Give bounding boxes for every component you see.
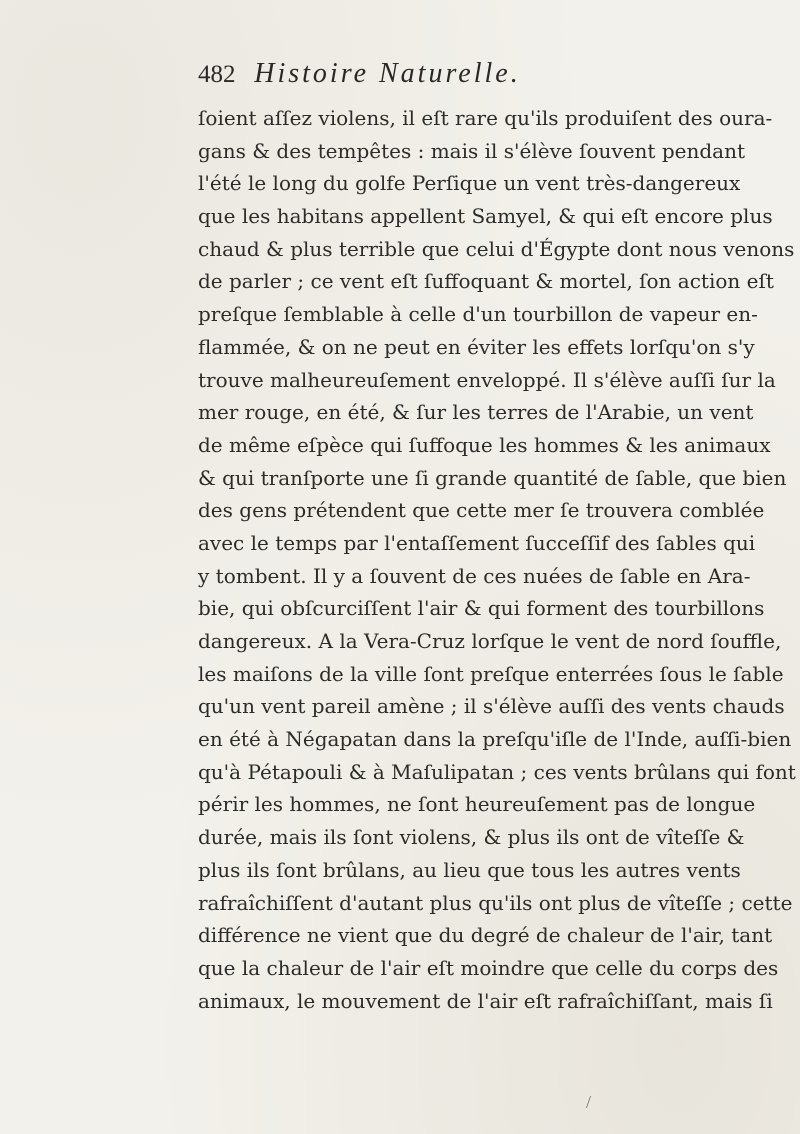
text-line: que les habitans appellent Samyel, & qui eſt encore plus (198, 204, 773, 229)
text-line: y tombent. Il y a ſouvent de ces nuées de ſable en Ara- (198, 563, 751, 588)
text-line: flammée, & on ne peut en éviter les effets lorſqu'on s'y (198, 334, 755, 359)
text-line: animaux, le mouvement de l'air eſt rafraîchiſſant, mais ſi (198, 988, 773, 1013)
text-line: preſque ſemblable à celle d'un tourbillon de vapeur en- (198, 302, 758, 327)
text-line: que la chaleur de l'air eſt moindre que celle du corps des (198, 955, 779, 980)
text-line: les maiſons de la ville ſont preſque enterrées ſous le ſable (198, 661, 784, 686)
text-line: l'été le long du golfe Perſique un vent très-dangereux (198, 171, 741, 196)
text-line: qu'à Pétapouli & à Maſulipatan ; ces vents brûlans qui font (198, 759, 796, 784)
text-line: de même eſpèce qui ſuffoque les hommes & les animaux (198, 432, 771, 457)
page-number: 482 (198, 61, 236, 88)
text-line: ſoient aſſez violens, il eſt rare qu'ils produiſent des oura- (198, 106, 773, 130)
text-line: bie, qui obſcurciſſent l'air & qui forment des tourbillons (198, 596, 765, 621)
text-line: qu'un vent pareil amène ; il s'élève auſſi des vents chauds (198, 694, 785, 719)
text-line: de parler ; ce vent eſt ſuffoquant & mortel, ſon action eſt (198, 269, 774, 294)
stray-ink-mark: / (586, 1092, 592, 1112)
text-line: & qui tranſporte une ſi grande quantité de ſable, que bien (198, 465, 787, 490)
running-title: Histoire Naturelle. (254, 58, 521, 89)
text-line: chaud & plus terrible que celui d'Égypte dont nous venons (198, 236, 795, 261)
text-line: différence ne vient que du degré de chaleur de l'air, tant (198, 923, 773, 948)
text-line: périr les hommes, ne ſont heureuſement pas de longue (198, 792, 756, 817)
text-line: en été à Négapatan dans la preſqu'iſle de l'Inde, auſſi-bien (198, 727, 792, 752)
text-line: durée, mais ils ſont violens, & plus ils ont de vîteſſe & (198, 825, 745, 850)
body-text (198, 102, 796, 1017)
text-line: rafraîchiſſent d'autant plus qu'ils ont plus de vîteſſe ; cette (198, 890, 793, 915)
text-line: des gens prétendent que cette mer ſe trouvera comblée (198, 498, 765, 523)
text-line: avec le temps par l'entaſſement ſucceſſif des ſables qui (198, 530, 756, 555)
text-line: plus ils ſont brûlans, au lieu que tous les autres vents (198, 857, 741, 882)
text-line: trouve malheureuſement enveloppé. Il s'élève auſſi ſur la (198, 367, 776, 392)
running-head (198, 58, 668, 94)
text-line: gans & des tempêtes : mais il s'élève ſouvent pendant (198, 138, 745, 163)
text-line: dangereux. A la Vera-Cruz lorſque le vent de nord ſouffle, (198, 629, 782, 653)
text-line: mer rouge, en été, & ſur les terres de l'Arabie, un vent (198, 400, 754, 425)
